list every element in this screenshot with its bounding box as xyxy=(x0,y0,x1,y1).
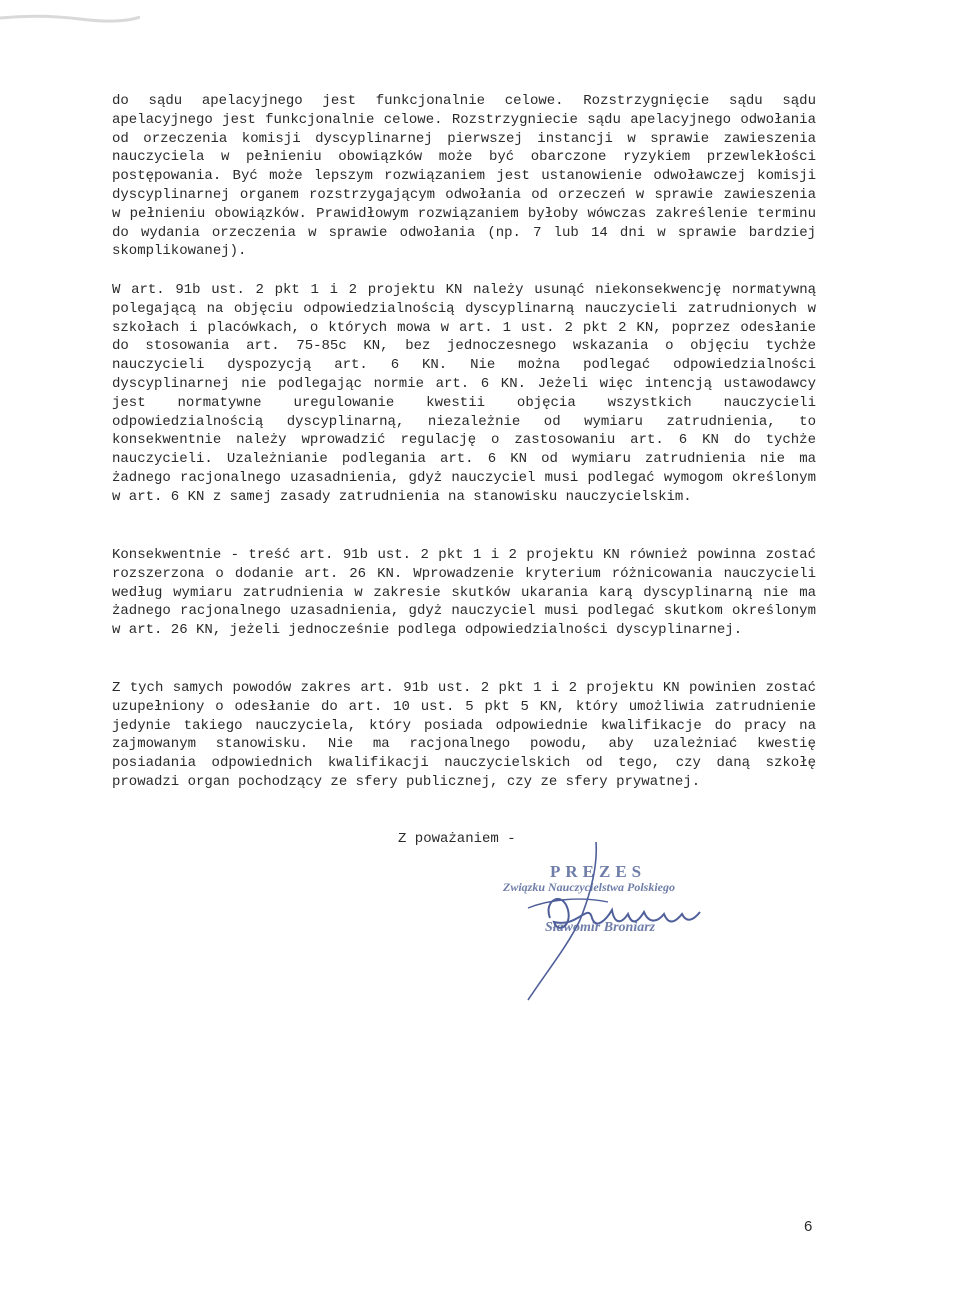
stamp-title: PREZES xyxy=(550,862,647,881)
paragraph-4: Z tych samych powodów zakres art. 91b ust. 2 pkt 1 i 2 projektu KN powinien zostać uzupełniony o odesłanie do art. 10 ust. 5 pkt 5 KN, który umożliwia zatrudnienie jedynie takiego nauczyciela, który posiada odpowiednie kwalifikacje do pracy na zajmowanym stanowisku. Nie ma racjonalnego powodu, aby uzależniać kwestię posiadania odpowiednich kwalifikacji nauczycielskich od tego, czy daną szkołę prowadzi organ pochodzący ze sfery publicznej, czy ze sfery prywatnej. xyxy=(112,680,816,790)
stamp-organization: Związku Nauczycielstwa Polskiego xyxy=(503,880,675,894)
paragraph-3: Konsekwentnie - treść art. 91b ust. 2 pkt 1 i 2 projektu KN również powinna zostać rozszerzona o dodanie art. 26 KN. Wprowadzenie kryterium różnicowania nauczycieli według wymiaru zatrudnienia w zakresie skutków ukarania karą dyscyplinarną nie ma żadnego racjonalnego uzasadnienia, gdyż nauczyciel musi podlegać skutkom określonym w art. 26 KN, jeżeli jednocześnie podlega odpowiedzialności dyscyplinarnej. xyxy=(112,547,816,639)
closing-salutation: Z poważaniem - xyxy=(398,831,516,847)
paragraph-2: W art. 91b ust. 2 pkt 1 i 2 projektu KN należy usunąć niekonsekwencję normatywną polegającą na objęciu odpowiedzialnością dyscyplinarną nauczycieli zatrudnionych w szkołach i placówkach, o których mowa w art. 1 ust. 2 pkt 2 KN, poprzez odesłanie do stosowania art. 75-85c KN, bez jednoczesnego wskazania o objęciu tychże nauczycieli dyspozycją art. 6 KN. Nie można podlegać odpowiedzialności dyscyplinarnej nie podlegając normie art. 6 KN. Jeżeli więc intencją ustawodawcy jest normatywne uregulowanie kwestii objęcia wszystkich nauczycieli odpowiedzialnością dyscyplinarną, niezależnie od wymiaru zatrudnienia, to konsekwentnie należy wprowadzić regulację o zastosowaniu art. 6 KN do tychże nauczycieli. Uzależnianie podlegania art. 6 KN od wymiaru zatrudnienia nie ma żadnego racjonalnego uzasadnienia, gdyż nauczyciel musi podlegać wymogom określonym w art. 6 KN z samej zasady zatrudnienia na stanowisku nauczycielskim. xyxy=(112,282,816,505)
page-number: 6 xyxy=(804,1218,813,1235)
scan-artifact xyxy=(0,8,140,28)
handwritten-signature xyxy=(488,830,748,1005)
paragraph-1: do sądu apelacyjnego jest funkcjonalnie celowe. Rozstrzygnięcie sądu sądu apelacyjnego jest funkcjonalnie celowe. Rozstrzygniecie sądu apelacyjnego odwołania od orzeczenia komisji dyscyplinarnej pierwszej instancji w sprawie zawieszenia nauczyciela w pełnieniu obowiązków może być obarczone ryzykiem przewlekłości postępowania. Być może lepszym rozwiązaniem jest ustanowienie odwoławczej komisji dyscyplinarnej organem rozstrzygającym odwołania od orzeczeń w sprawie zawieszenia w pełnieniu obowiązków. Prawidłowym rozwiązaniem byłoby wówczas zakreślenie terminu do wydania orzeczenia w sprawie odwołania (np. 7 lub 14 dni w sprawie bardziej skomplikowanej). xyxy=(112,93,816,260)
stamp-name: Sławomir Broniarz xyxy=(545,920,656,935)
